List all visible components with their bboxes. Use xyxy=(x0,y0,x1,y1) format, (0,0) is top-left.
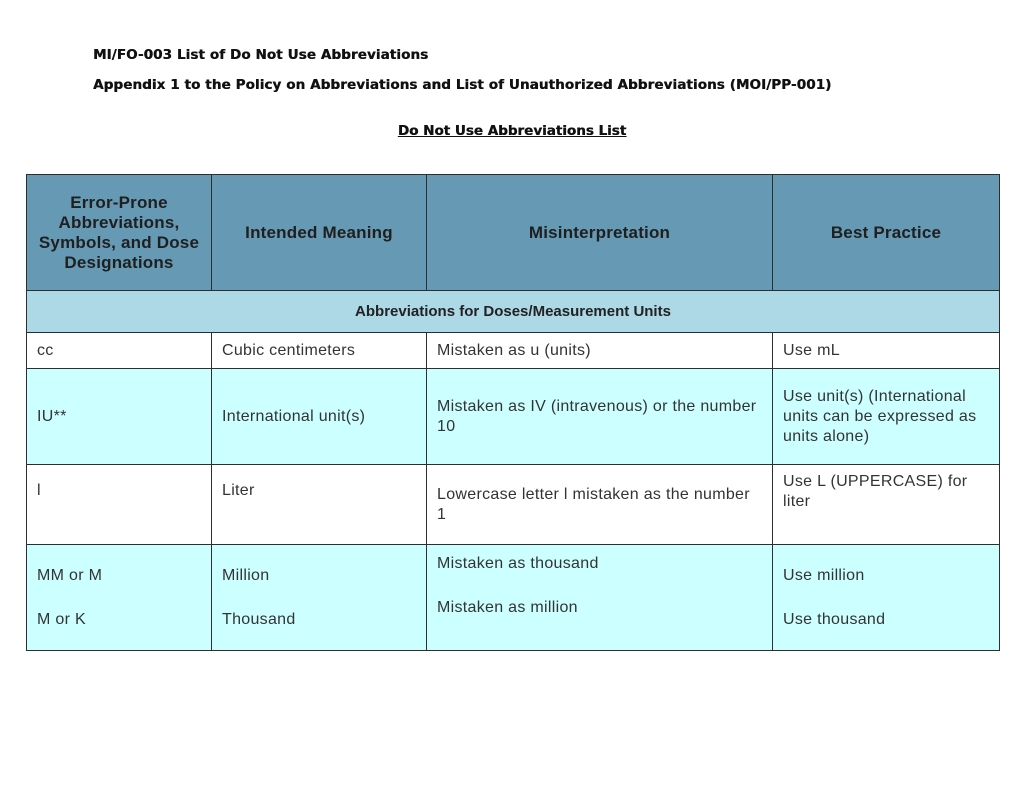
cell-best-practice: Use L (UPPERCASE) for liter xyxy=(773,465,1000,545)
section-row xyxy=(27,291,1000,333)
document-title: MI/FO-003 List of Do Not Use Abbreviations xyxy=(93,47,429,63)
cell-meaning: International unit(s) xyxy=(212,369,427,465)
table-row xyxy=(27,545,1000,651)
meaning-thousand: Thousand xyxy=(222,610,296,628)
cell-misinterpretation xyxy=(427,545,773,651)
meaning-million: Million xyxy=(222,566,270,584)
cell-abbreviation xyxy=(27,545,212,651)
column-header-intended-meaning: Intended Meaning xyxy=(212,175,427,291)
cell-meaning: Cubic centimeters xyxy=(212,333,427,369)
cell-best-practice: Use unit(s) (International units can be expressed as units alone) xyxy=(773,369,1000,465)
cell-meaning: Liter xyxy=(212,465,427,545)
cell-abbreviation: l xyxy=(27,465,212,545)
list-heading: Do Not Use Abbreviations List xyxy=(397,123,627,139)
misinterpretation-million: Mistaken as million xyxy=(437,599,578,616)
abbreviations-table xyxy=(26,174,1000,651)
cell-misinterpretation: Mistaken as IV (intravenous) or the number 10 xyxy=(427,369,773,465)
misinterpretation-thousand: Mistaken as thousand xyxy=(437,555,599,572)
cell-misinterpretation: Mistaken as u (units) xyxy=(427,333,773,369)
document-subtitle: Appendix 1 to the Policy on Abbreviations and List of Unauthorized Abbreviations (MOI/PP-001) xyxy=(93,77,832,93)
cell-misinterpretation: Lowercase letter l mistaken as the number 1 xyxy=(427,465,773,545)
column-header-misinterpretation: Misinterpretation xyxy=(427,175,773,291)
abbreviation-million: MM or M xyxy=(37,566,103,584)
abbreviation-thousand: M or K xyxy=(37,610,86,628)
column-header-best-practice: Best Practice xyxy=(773,175,1000,291)
best-practice-thousand: Use thousand xyxy=(783,610,886,628)
cell-abbreviation: IU** xyxy=(27,369,212,465)
cell-abbreviation: cc xyxy=(27,333,212,369)
best-practice-million: Use million xyxy=(783,566,865,584)
section-label: Abbreviations for Doses/Measurement Units xyxy=(27,291,1000,333)
cell-best-practice xyxy=(773,545,1000,651)
table-header-row xyxy=(27,175,1000,291)
table-row xyxy=(27,465,1000,545)
table-row xyxy=(27,333,1000,369)
cell-best-practice: Use mL xyxy=(773,333,1000,369)
table-row xyxy=(27,369,1000,465)
cell-meaning xyxy=(212,545,427,651)
column-header-abbreviations: Error-Prone Abbreviations, Symbols, and Dose Designations xyxy=(27,175,212,291)
